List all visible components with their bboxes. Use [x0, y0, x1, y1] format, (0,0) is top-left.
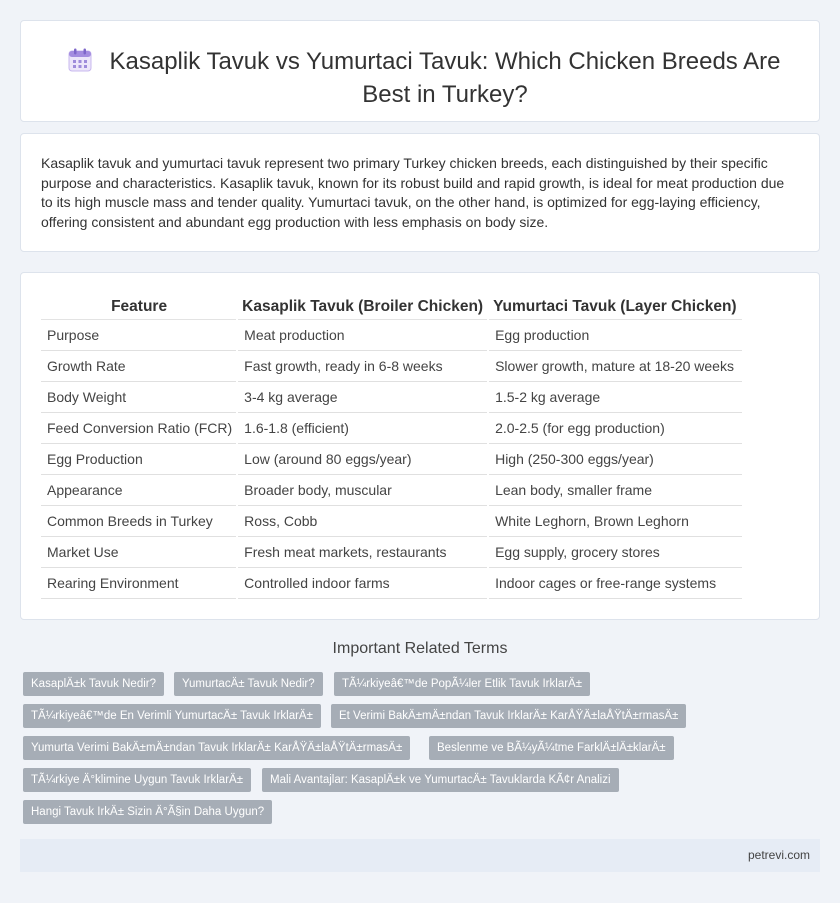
- kasaplik-cell: Fresh meat markets, restaurants: [237, 536, 488, 567]
- table-row: [41, 350, 742, 381]
- related-term-tag[interactable]: Et Verimi BakÄ±mÄ±ndan Tavuk IrklarÄ± KarÅŸÄ±laÅŸtÄ±rmasÄ±: [331, 704, 686, 728]
- related-term-tag[interactable]: Mali Avantajlar: KasaplÄ±k ve YumurtacÄ± Tavuklarda KÃ¢r Analizi: [262, 768, 619, 792]
- yumurtaci-cell: Indoor cages or free-range systems: [488, 567, 742, 598]
- calendar-icon: [67, 47, 93, 73]
- yumurtaci-cell: White Leghorn, Brown Leghorn: [488, 505, 742, 536]
- yumurtaci-cell: Lean body, smaller frame: [488, 474, 742, 505]
- feature-cell: Rearing Environment: [41, 567, 237, 598]
- intro-paragraph: Kasaplik tavuk and yumurtaci tavuk represent two primary Turkey chicken breeds, each distinguished by their specific purpose and characteristics. Kasaplik tavuk, known for its robust build and rapid growth, is ideal for meat production due to its high muscle mass and tender quality. Yumurtaci tavuk, on the other hand, is optimized for egg-laying efficiency, offering consistent and abundant egg production with less emphasis on body size.: [41, 155, 785, 230]
- feature-cell: Egg Production: [41, 443, 237, 474]
- yumurtaci-cell: 1.5-2 kg average: [488, 381, 742, 412]
- table-body: [41, 319, 742, 598]
- kasaplik-cell: Ross, Cobb: [237, 505, 488, 536]
- table-row: [41, 412, 742, 443]
- kasaplik-cell: Meat production: [237, 319, 488, 350]
- feature-cell: Feed Conversion Ratio (FCR): [41, 412, 237, 443]
- yumurtaci-cell: Egg supply, grocery stores: [488, 536, 742, 567]
- feature-cell: Common Breeds in Turkey: [41, 505, 237, 536]
- related-term-tag[interactable]: TÃ¼rkiyeâ€™de PopÃ¼ler Etlik Tavuk IrklarÄ±: [334, 672, 590, 696]
- feature-cell: Appearance: [41, 474, 237, 505]
- yumurtaci-cell: Slower growth, mature at 18-20 weeks: [488, 350, 742, 381]
- related-term-tag[interactable]: Hangi Tavuk IrkÄ± Sizin Ä°Ã§in Daha Uygun?: [23, 800, 272, 824]
- comparison-card: [20, 272, 820, 620]
- kasaplik-cell: 1.6-1.8 (efficient): [237, 412, 488, 443]
- footer-site-name: petrevi.com: [747, 848, 810, 862]
- table-row: [41, 536, 742, 567]
- header-kasaplik: Kasaplik Tavuk (Broiler Chicken): [237, 293, 488, 319]
- feature-cell: Market Use: [41, 536, 237, 567]
- related-term-tag[interactable]: TÃ¼rkiye Ä°klimine Uygun Tavuk IrklarÄ±: [23, 768, 251, 792]
- footer: [20, 839, 820, 872]
- title-card: [20, 20, 820, 122]
- table-row: [41, 567, 742, 598]
- table-row: [41, 381, 742, 412]
- header-feature: Feature: [41, 293, 237, 319]
- related-terms-title: Important Related Terms: [332, 640, 508, 657]
- yumurtaci-cell: 2.0-2.5 (for egg production): [488, 412, 742, 443]
- header-yumurtaci: Yumurtaci Tavuk (Layer Chicken): [488, 293, 742, 319]
- feature-cell: Growth Rate: [41, 350, 237, 381]
- kasaplik-cell: Fast growth, ready in 6-8 weeks: [237, 350, 488, 381]
- kasaplik-cell: 3-4 kg average: [237, 381, 488, 412]
- related-term-tag[interactable]: YumurtacÄ± Tavuk Nedir?: [174, 672, 323, 696]
- yumurtaci-cell: Egg production: [488, 319, 742, 350]
- related-term-tag[interactable]: KasaplÄ±k Tavuk Nedir?: [23, 672, 164, 696]
- table-header-row: [41, 293, 742, 319]
- table-row: [41, 319, 742, 350]
- kasaplik-cell: Low (around 80 eggs/year): [237, 443, 488, 474]
- feature-cell: Purpose: [41, 319, 237, 350]
- page-title: Kasaplik Tavuk vs Yumurtaci Tavuk: Which Chicken Breeds Are Best in Turkey?: [109, 48, 781, 109]
- related-term-tag[interactable]: Yumurta Verimi BakÄ±mÄ±ndan Tavuk IrklarÄ± KarÅŸÄ±laÅŸtÄ±rmasÄ±: [23, 736, 410, 760]
- feature-cell: Body Weight: [41, 381, 237, 412]
- table-row: [41, 505, 742, 536]
- table-row: [41, 443, 742, 474]
- comparison-table: [41, 293, 742, 599]
- kasaplik-cell: Controlled indoor farms: [237, 567, 488, 598]
- related-term-tag[interactable]: TÃ¼rkiyeâ€™de En Verimli YumurtacÄ± Tavuk IrklarÄ±: [23, 704, 321, 728]
- table-row: [41, 474, 742, 505]
- yumurtaci-cell: High (250-300 eggs/year): [488, 443, 742, 474]
- related-term-tag[interactable]: Beslenme ve BÃ¼yÃ¼tme FarklÄ±lÄ±klarÄ±: [429, 736, 674, 760]
- intro-card: [20, 133, 820, 252]
- kasaplik-cell: Broader body, muscular: [237, 474, 488, 505]
